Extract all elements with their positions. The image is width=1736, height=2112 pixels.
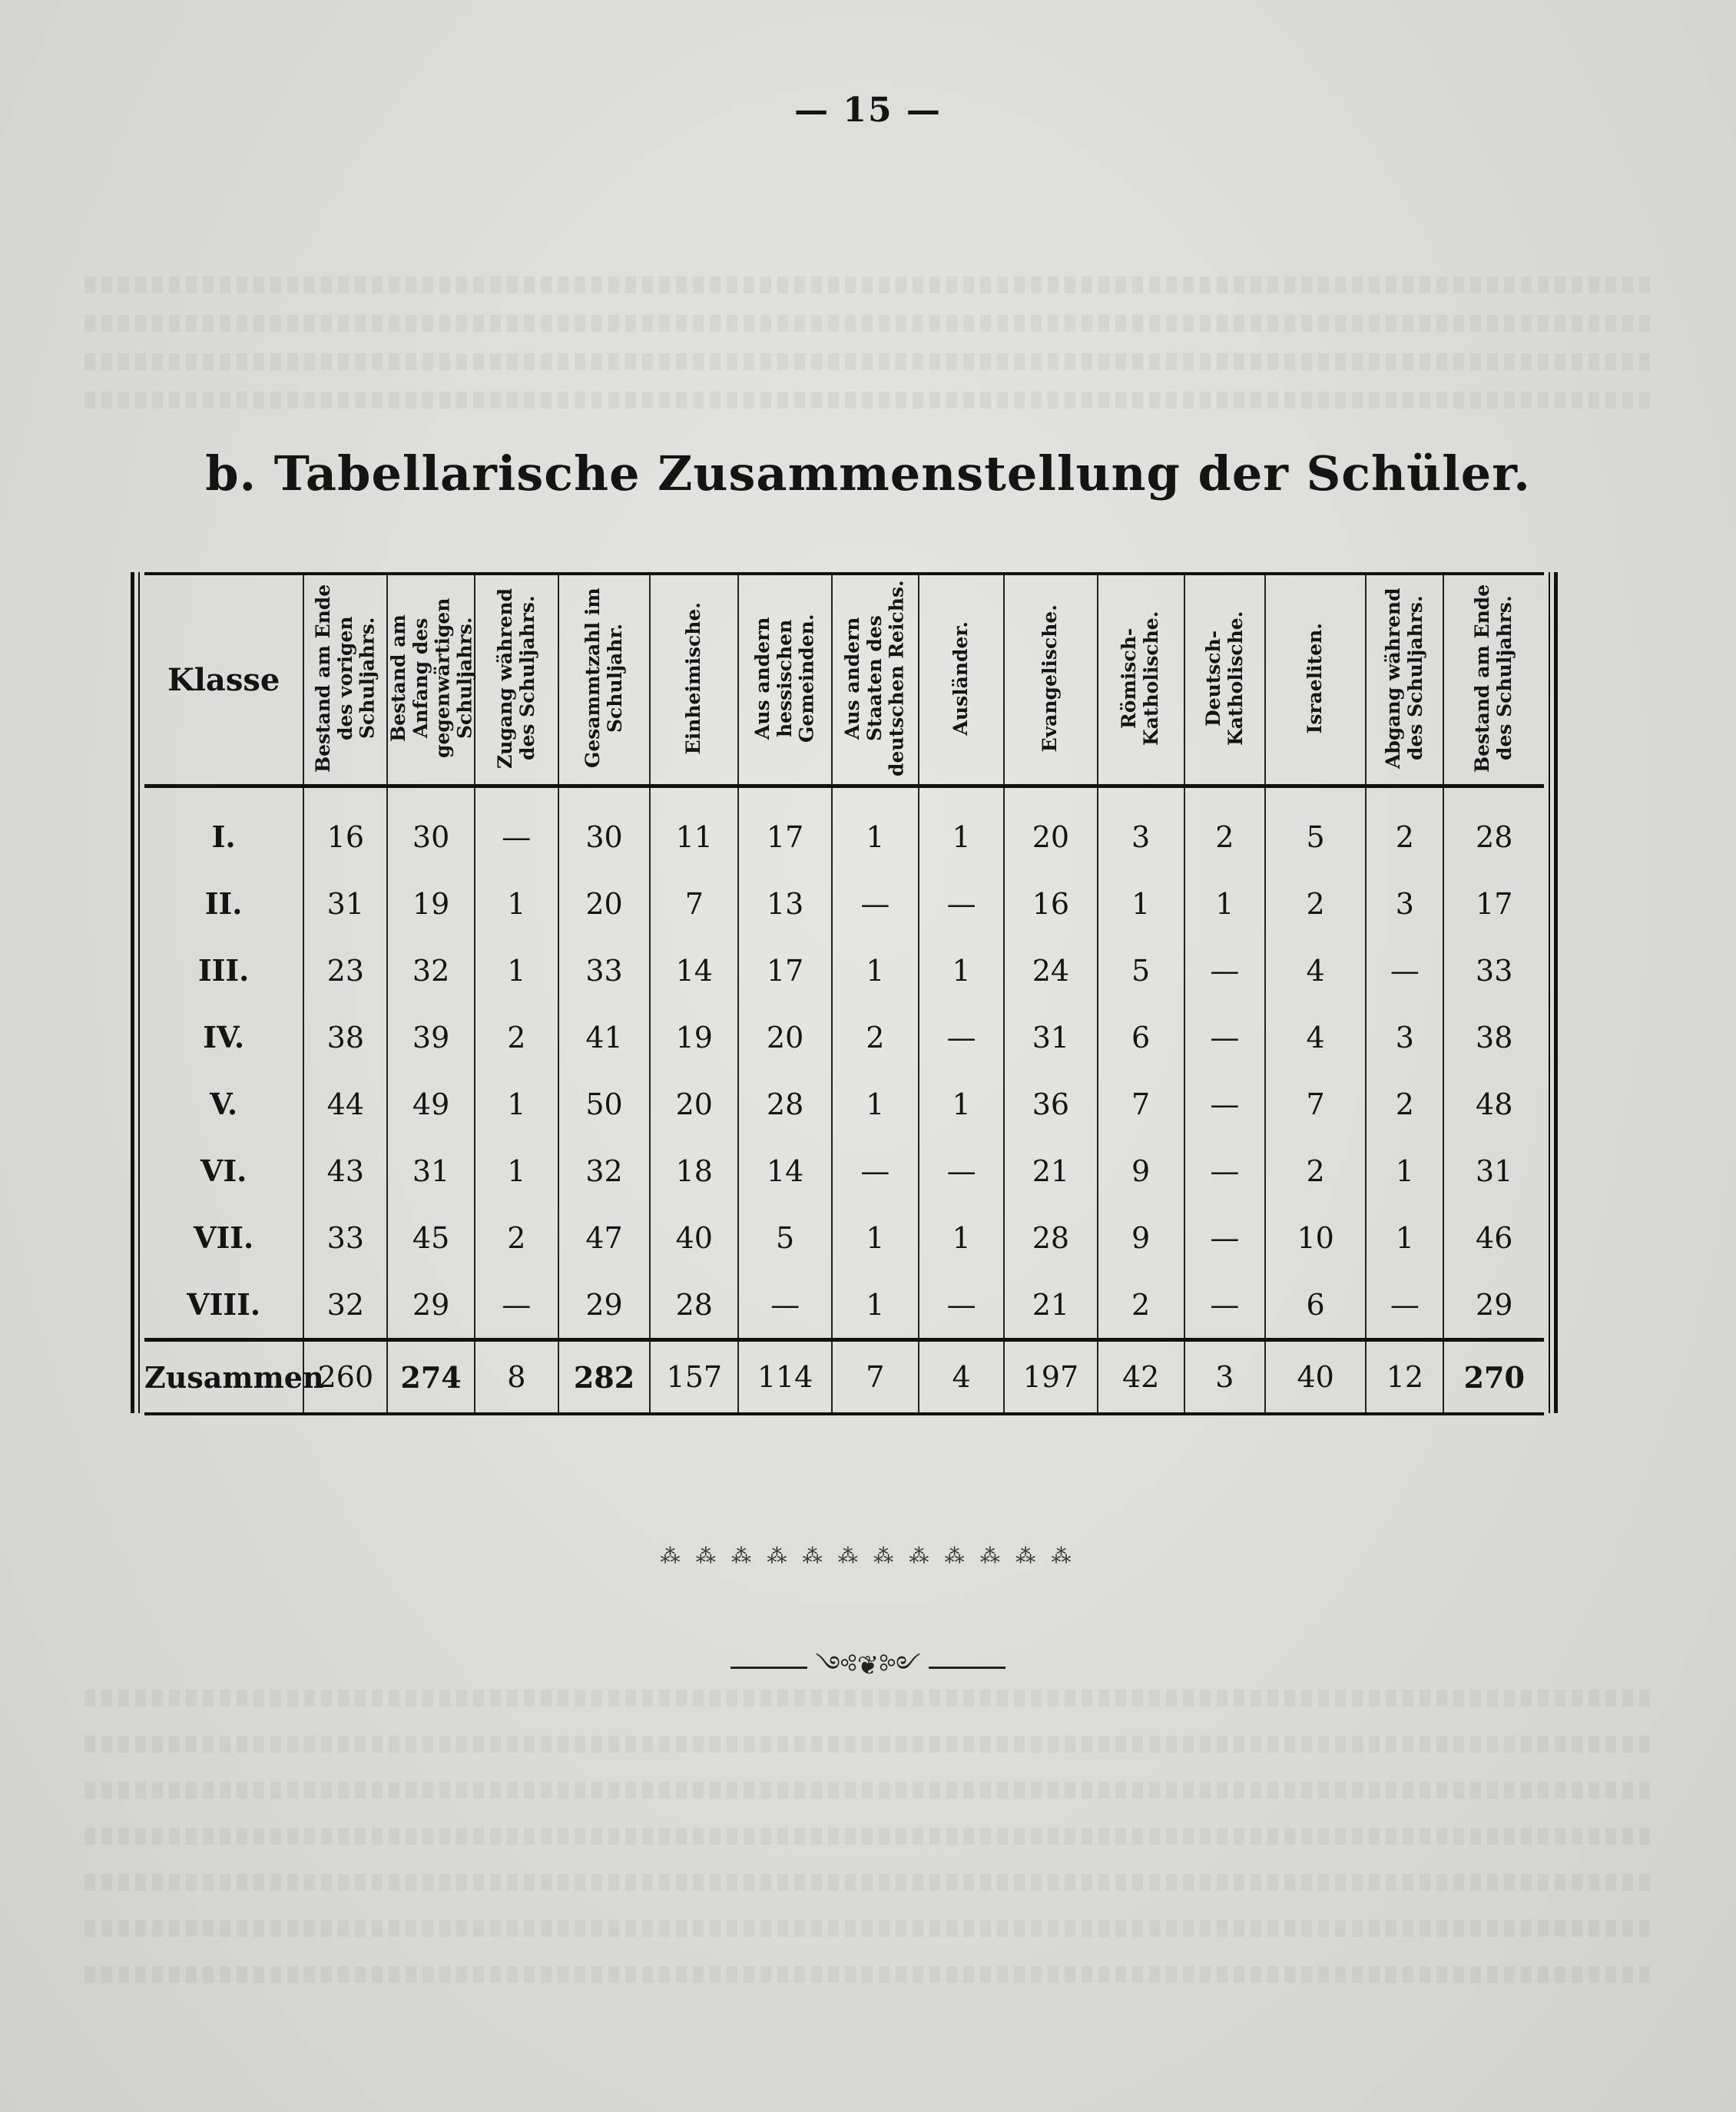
totals-label: Zusammen [144,1340,303,1415]
column-header-einheimische [650,574,738,786]
total-cell: 114 [738,1340,831,1415]
ornament-flourish-line [0,1636,1736,1710]
table-cell: 2 [1366,1071,1443,1137]
total-cell: 260 [303,1340,387,1415]
table-cell: 2 [832,1004,919,1071]
table-cell: 14 [738,1137,831,1204]
table-cell: 2 [1265,870,1366,937]
table-cell: 20 [650,1071,738,1137]
table-cell-class: II. [204,886,243,921]
table-cell: 5 [738,1204,831,1271]
total-cell: 12 [1366,1340,1443,1415]
table-cell: 28 [738,1071,831,1137]
column-header-evangelische [1004,574,1097,786]
table-frame-left [131,572,140,1413]
table-cell: 17 [738,786,831,871]
table-cell: 2 [475,1004,558,1071]
table-cell: 13 [738,870,831,937]
bleed-through-text [84,1736,1652,1753]
total-cell: 282 [558,1340,650,1415]
table-cell-class: IV. [203,1020,245,1054]
table-cell: 32 [303,1271,387,1340]
column-header-label: Bestand am Ende des Schuljahrs. [1471,584,1516,773]
table-cell: 21 [1004,1137,1097,1204]
total-cell: 157 [650,1340,738,1415]
table-cell: 5 [1265,786,1366,871]
table-cell: 2 [1098,1271,1184,1340]
table-cell: 16 [303,786,387,871]
column-header-label: Zugang während des Schuljahrs. [493,588,538,769]
table-cell: 1 [919,1071,1004,1137]
column-header-klasse [144,574,303,786]
column-header-abgang [1366,574,1443,786]
column-header-label: Aus andern hessischen Gemeinden. [750,614,818,743]
table-cell: 32 [558,1137,650,1204]
table-cell: 20 [1004,786,1097,871]
table-cell: 10 [1265,1204,1366,1271]
table-row [144,1271,1544,1340]
table-cell: 29 [1443,1271,1544,1340]
bleed-through-text [84,353,1652,370]
bleed-through-text [84,1966,1652,1983]
table-row [144,1137,1544,1204]
table-cell: 1 [832,786,919,871]
table-cell: — [1184,1271,1265,1340]
table-cell: 41 [558,1004,650,1071]
table-cell: 39 [387,1004,474,1071]
bleed-through-text [84,392,1652,409]
table-cell: 30 [558,786,650,871]
table-cell: 3 [1366,870,1443,937]
table-cell: 1 [1098,870,1184,937]
table-cell: 17 [738,937,831,1004]
table-cell: 48 [1443,1071,1544,1137]
table-cell-class: VIII. [187,1287,261,1322]
column-header-label: Bestand am Anfang des gegenwärtigen Schuljahrs. [387,598,476,759]
table-row [144,937,1544,1004]
table-cell: 18 [650,1137,738,1204]
table-cell: 19 [387,870,474,937]
column-header-label: Einheimische. [682,601,705,755]
table-cell: 4 [1265,1004,1366,1071]
table-cell: 2 [1184,786,1265,871]
table-body [144,786,1544,1340]
table-cell: 3 [1098,786,1184,871]
page-number: — 15 — [794,91,942,130]
table-cell: 31 [387,1137,474,1204]
table-cell: 38 [1443,1004,1544,1071]
student-table [144,572,1544,1415]
table-cell: 38 [303,1004,387,1071]
table-cell: — [919,1004,1004,1071]
table-cell: — [1184,1204,1265,1271]
table-cell: 30 [387,786,474,871]
table-cell: 7 [650,870,738,937]
table-footer [144,1340,1544,1415]
table-cell: 45 [387,1204,474,1271]
column-header-hessische-gemeinden [738,574,831,786]
table-cell: 29 [558,1271,650,1340]
table-cell: 4 [1265,937,1366,1004]
table-cell: 2 [475,1204,558,1271]
ornament-rule-left [731,1667,807,1669]
column-header-bestand-ende-vorig [303,574,387,786]
table-cell: 21 [1004,1271,1097,1340]
total-cell: 3 [1184,1340,1265,1415]
column-header-label: Klasse [167,661,280,698]
flourish-icon: ༺❦༻ [815,1650,921,1681]
column-header-deutsche-staaten [832,574,919,786]
table-cell: 1 [832,937,919,1004]
table-cell: 1 [832,1204,919,1271]
column-header-label: Abgang während des Schuljahrs. [1382,588,1426,769]
table-cell: — [919,870,1004,937]
column-header-deutsch-katholische [1184,574,1265,786]
table-cell: 1 [475,870,558,937]
table-cell: 16 [1004,870,1097,937]
table-cell: 19 [650,1004,738,1071]
table-cell: 1 [1184,870,1265,937]
table-cell: 40 [650,1204,738,1271]
table-cell: 6 [1265,1271,1366,1340]
table-cell-class: V. [210,1087,238,1121]
table-cell: — [1366,937,1443,1004]
table-cell: 28 [650,1271,738,1340]
table-row [144,1004,1544,1071]
table-cell: — [1184,1071,1265,1137]
table-cell: 32 [387,937,474,1004]
table-cell-class: I. [211,819,236,854]
table-frame-right [1549,572,1558,1413]
total-cell: 8 [475,1340,558,1415]
bleed-through-text [84,276,1652,293]
total-cell: 274 [387,1340,474,1415]
total-cell: 42 [1098,1340,1184,1415]
table-cell: — [832,1137,919,1204]
table-cell: 33 [1443,937,1544,1004]
table-cell: — [475,786,558,871]
table-cell: 33 [303,1204,387,1271]
column-header-label: Bestand am Ende des vorigen Schuljahrs. [311,584,379,773]
table-cell: 1 [1366,1137,1443,1204]
table-cell: — [919,1137,1004,1204]
total-cell: 270 [1443,1340,1544,1415]
column-header-label: Israeliten. [1304,622,1327,734]
column-header-israeliten [1265,574,1366,786]
table-cell: 7 [1098,1071,1184,1137]
column-header-roemisch-katholische [1098,574,1184,786]
bleed-through-text [84,1874,1652,1891]
ornament-rule-right [929,1667,1005,1669]
table-cell: — [1184,1137,1265,1204]
table-cell: 28 [1443,786,1544,871]
column-header-auslaender [919,574,1004,786]
column-header-gesammtzahl [558,574,650,786]
total-cell: 7 [832,1340,919,1415]
table-cell: 2 [1265,1137,1366,1204]
table-cell: 11 [650,786,738,871]
total-cell: 197 [1004,1340,1097,1415]
table-cell: 6 [1098,1004,1184,1071]
totals-row [144,1340,1544,1415]
table-cell: 47 [558,1204,650,1271]
column-header-label: Aus andern Staaten des deutschen Reichs. [841,580,908,776]
table-row [144,1204,1544,1271]
bleed-through-text [84,1782,1652,1799]
table-cell: 46 [1443,1204,1544,1271]
table-cell: 20 [558,870,650,937]
table-cell: 1 [475,1137,558,1204]
table-cell: 31 [1004,1004,1097,1071]
table-cell: — [475,1271,558,1340]
table-cell: 1 [1366,1204,1443,1271]
table-cell: 7 [1265,1071,1366,1137]
table-cell: — [738,1271,831,1340]
bleed-through-text [84,1828,1652,1845]
table-cell: 1 [475,1071,558,1137]
table-cell: 29 [387,1271,474,1340]
table-cell: 23 [303,937,387,1004]
table-cell: 1 [919,786,1004,871]
table-cell: 49 [387,1071,474,1137]
table-cell: 17 [1443,870,1544,937]
column-header-zugang [475,574,558,786]
table-header [144,574,1544,786]
table-cell-class: VI. [200,1154,247,1188]
table-cell: 20 [738,1004,831,1071]
page-title: b. Tabellarische Zusammenstellung der Schüler. [205,445,1531,502]
table-cell: — [1366,1271,1443,1340]
table-cell: 14 [650,937,738,1004]
student-table-wrapper [131,572,1558,1413]
table-cell: 50 [558,1071,650,1137]
table-row [144,1071,1544,1137]
total-cell: 40 [1265,1340,1366,1415]
column-header-bestand-anfang [387,574,474,786]
table-cell: 36 [1004,1071,1097,1137]
column-header-label: Evangelische. [1039,604,1062,753]
column-header-bestand-ende [1443,574,1544,786]
table-cell: 28 [1004,1204,1097,1271]
ornament-divider: ⁂ ⁂ ⁂ ⁂ ⁂ ⁂ ⁂ ⁂ ⁂ ⁂ ⁂ ⁂ [660,1545,1076,1568]
table-cell-class: III. [197,953,250,988]
table-cell: — [1184,1004,1265,1071]
bleed-through-text [84,1920,1652,1937]
table-cell: 43 [303,1137,387,1204]
table-cell: 1 [475,937,558,1004]
column-header-label: Gesammtzahl im Schuljahr. [581,588,626,769]
table-cell: — [832,870,919,937]
column-header-label: Deutsch-Katholische. [1201,611,1247,746]
table-cell: 5 [1098,937,1184,1004]
table-row [144,870,1544,937]
table-cell: 31 [303,870,387,937]
table-cell: 24 [1004,937,1097,1004]
total-cell: 4 [919,1340,1004,1415]
table-cell: 9 [1098,1204,1184,1271]
table-row [144,786,1544,871]
table-cell: 9 [1098,1137,1184,1204]
header-row [144,574,1544,786]
table-cell: 1 [832,1271,919,1340]
table-cell: 44 [303,1071,387,1137]
table-cell: 2 [1366,786,1443,871]
table-cell: 31 [1443,1137,1544,1204]
table-cell: — [919,1271,1004,1340]
table-cell: 33 [558,937,650,1004]
bleed-through-text [84,315,1652,332]
column-header-label: Römisch-Katholische. [1118,611,1163,746]
table-cell: 1 [919,1204,1004,1271]
table-cell: 3 [1366,1004,1443,1071]
table-cell: 1 [832,1071,919,1137]
table-cell: — [1184,937,1265,1004]
table-cell: 1 [919,937,1004,1004]
table-cell-class: VII. [194,1220,254,1255]
column-header-label: Ausländer. [949,621,972,736]
